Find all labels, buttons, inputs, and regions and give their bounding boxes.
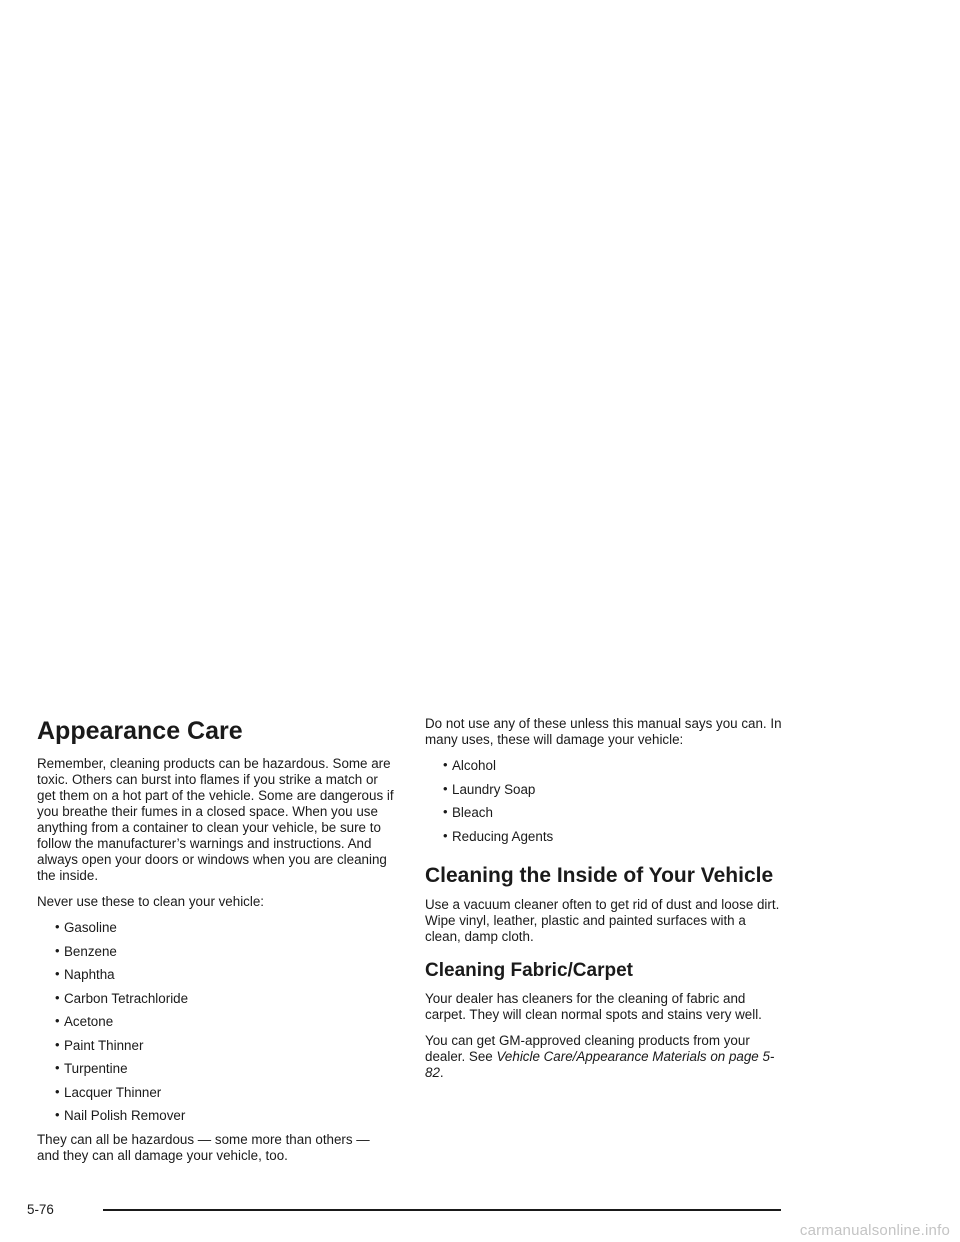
inside-paragraph: Use a vacuum cleaner often to get rid of dust and loose dirt. Wipe vinyl, leather, plastic and painted surfaces with a clean, damp cloth. bbox=[425, 896, 780, 944]
bullet-icon: • bbox=[55, 989, 60, 1005]
closing-paragraph: They can all be hazardous — some more than others — and they can all damage your vehicle, too. bbox=[37, 1131, 370, 1163]
bullet-icon: • bbox=[55, 1083, 60, 1099]
list-item: • Bleach bbox=[443, 804, 493, 820]
bullet-icon: • bbox=[443, 780, 448, 796]
list-item: • Gasoline bbox=[55, 919, 117, 935]
list-item: • Naphtha bbox=[55, 966, 115, 982]
list-item: • Benzene bbox=[55, 942, 117, 959]
heading-appearance-care: Appearance Care bbox=[37, 717, 243, 745]
list-item: • Carbon Tetrachloride bbox=[55, 989, 189, 1006]
bullet-icon: • bbox=[55, 1060, 60, 1075]
bullet-icon: • bbox=[55, 966, 60, 981]
cross-reference-link[interactable]: Vehicle Care/Appearance Materials on page 5-82 bbox=[425, 1048, 775, 1080]
bullet-icon: • bbox=[55, 1036, 60, 1052]
list-item: • Reducing Agents bbox=[443, 827, 554, 844]
bullet-icon: • bbox=[55, 1107, 60, 1122]
heading-cleaning-fabric: Cleaning Fabric/Carpet bbox=[425, 959, 633, 981]
list-item: • Alcohol bbox=[443, 757, 496, 773]
list-item: • Nail Polish Remover bbox=[55, 1107, 186, 1123]
list-item: • Paint Thinner bbox=[55, 1036, 144, 1053]
do-not-use-list bbox=[425, 758, 783, 845]
heading-cleaning-inside: Cleaning the Inside of Your Vehicle bbox=[425, 863, 774, 887]
bullet-icon: • bbox=[443, 757, 448, 772]
watermark: carmanualsonline.info bbox=[799, 1222, 950, 1239]
footer-divider bbox=[103, 1209, 781, 1211]
intro-paragraph: Remember, cleaning products can be hazardous. Some are toxic. Others can burst into flames if you strike a match or get them on a hot part of the vehicle. Some are dangerous if you breathe their fumes in a closed space. When you use anything from a container to clean your vehicle, be sure to follow the manufacturer’s warnings and instructions. And always open your doors or windows when you are cleaning the inside. bbox=[37, 756, 394, 883]
bullet-icon: • bbox=[55, 942, 60, 958]
bullet-icon: • bbox=[443, 827, 448, 843]
gm-approved-paragraph: You can get GM-approved cleaning products from your dealer. See Vehicle Care/Appearance Materials on page 5-82. bbox=[425, 1032, 775, 1080]
list-item: • Acetone bbox=[55, 1013, 114, 1029]
bullet-icon: • bbox=[443, 804, 448, 819]
list-item: • Lacquer Thinner bbox=[55, 1083, 162, 1100]
list-item: • Laundry Soap bbox=[443, 780, 536, 797]
left-column bbox=[37, 716, 395, 1174]
list-item: • Turpentine bbox=[55, 1060, 128, 1076]
bullet-icon: • bbox=[55, 1013, 60, 1028]
bullet-icon: • bbox=[55, 919, 60, 934]
never-use-paragraph: Never use these to clean your vehicle: bbox=[37, 894, 265, 909]
never-use-list bbox=[37, 920, 395, 1124]
fabric-paragraph: Your dealer has cleaners for the cleaning of fabric and carpet. They will clean normal spots and stains very well. bbox=[425, 990, 762, 1022]
do-not-use-paragraph: Do not use any of these unless this manual says you can. In many uses, these will damage your vehicle: bbox=[425, 716, 782, 747]
right-column bbox=[425, 716, 783, 1091]
page-number: 5-76 bbox=[27, 1202, 54, 1217]
